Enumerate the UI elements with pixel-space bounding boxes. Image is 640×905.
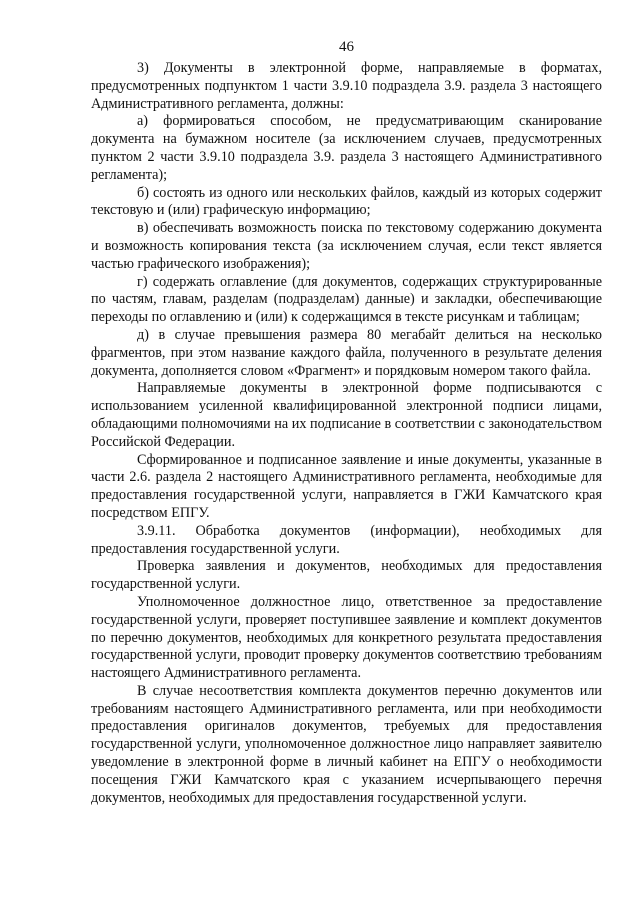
paragraph-official-check: Уполномоченное должностное лицо, ответственное за предоставление государственной услуги, проверяет поступившее заявление и комплект документов по перечню документов, необходимых для конкретного результата предоставления государственной услуги, проводит проверку документов соответствию требованиям настоящего Административного регламента. [91,593,602,682]
paragraph-verification: Проверка заявления и документов, необходимых для предоставления государственной услуги. [91,558,602,593]
paragraph-item-d: д) в случае превышения размера 80 мегабайт делиться на несколько фрагментов, при этом название каждого файла, полученного в результате деления документа, дополняется словом «Фрагмент» и порядковым номером такого файла. [91,326,602,379]
paragraph-signature: Направляемые документы в электронной форме подписываются с использованием усиленной квалифицированной электронной подписи лицами, обладающими полномочиями на их подписание в соответствии с законодательством Российской Федерации. [91,380,602,450]
document-body [91,60,602,807]
paragraph-item-g: г) содержать оглавление (для документов, содержащих структурированные по частям, главам, разделам (подразделам) данные) и закладки, обеспечивающие переходы по оглавлению и (или) к содержащимся в тексте рисункам и таблицам; [91,273,602,326]
paragraph-item-a: а) формироваться способом, не предусматривающим сканирование документа на бумажном носителе (за исключением случаев, предусмотренных пунктом 2 части 3.9.10 подраздела 3.9. раздела 3 настоящего Административного регламента); [91,113,602,183]
page-number: 46 [339,39,354,55]
paragraph-documents-requirements: 3) Документы в электронной форме, направляемые в форматах, предусмотренных подпунктом 1 части 3.9.10 подраздела 3.9. раздела 3 настоящего Административного регламента, должны: [91,60,602,112]
paragraph-nonconformity: В случае несоответствия комплекта документов перечню документов или требованиям настоящего Административного регламента, или при необходимости предоставления оригиналов документов, требуемых для предоставления государственной услуги, уполномоченное должностное лицо направляет заявителю уведомление в электронной форме в личный кабинет на ЕПГУ о необходимости посещения ГЖИ Камчатского края с указанием исчерпывающего перечня документов, необходимых для предоставления государственной услуги. [91,682,602,806]
paragraph-item-b: б) состоять из одного или нескольких файлов, каждый из которых содержит текстовую и (или) графическую информацию; [91,184,602,219]
paragraph-item-v: в) обеспечивать возможность поиска по текстовому содержанию документа и возможность копирования текста (за исключением случая, если текст является частью графического изображения); [91,220,602,272]
paragraph-section-3-9-11: 3.9.11. Обработка документов (информации), необходимых для предоставления государственной услуги. [91,522,602,557]
paragraph-submission: Сформированное и подписанное заявление и иные документы, указанные в части 2.6. раздела 2 настоящего Административного регламента, необходимые для предоставления государственной услуги, направляется в ГЖИ Камчатского края посредством ЕПГУ. [91,451,602,521]
